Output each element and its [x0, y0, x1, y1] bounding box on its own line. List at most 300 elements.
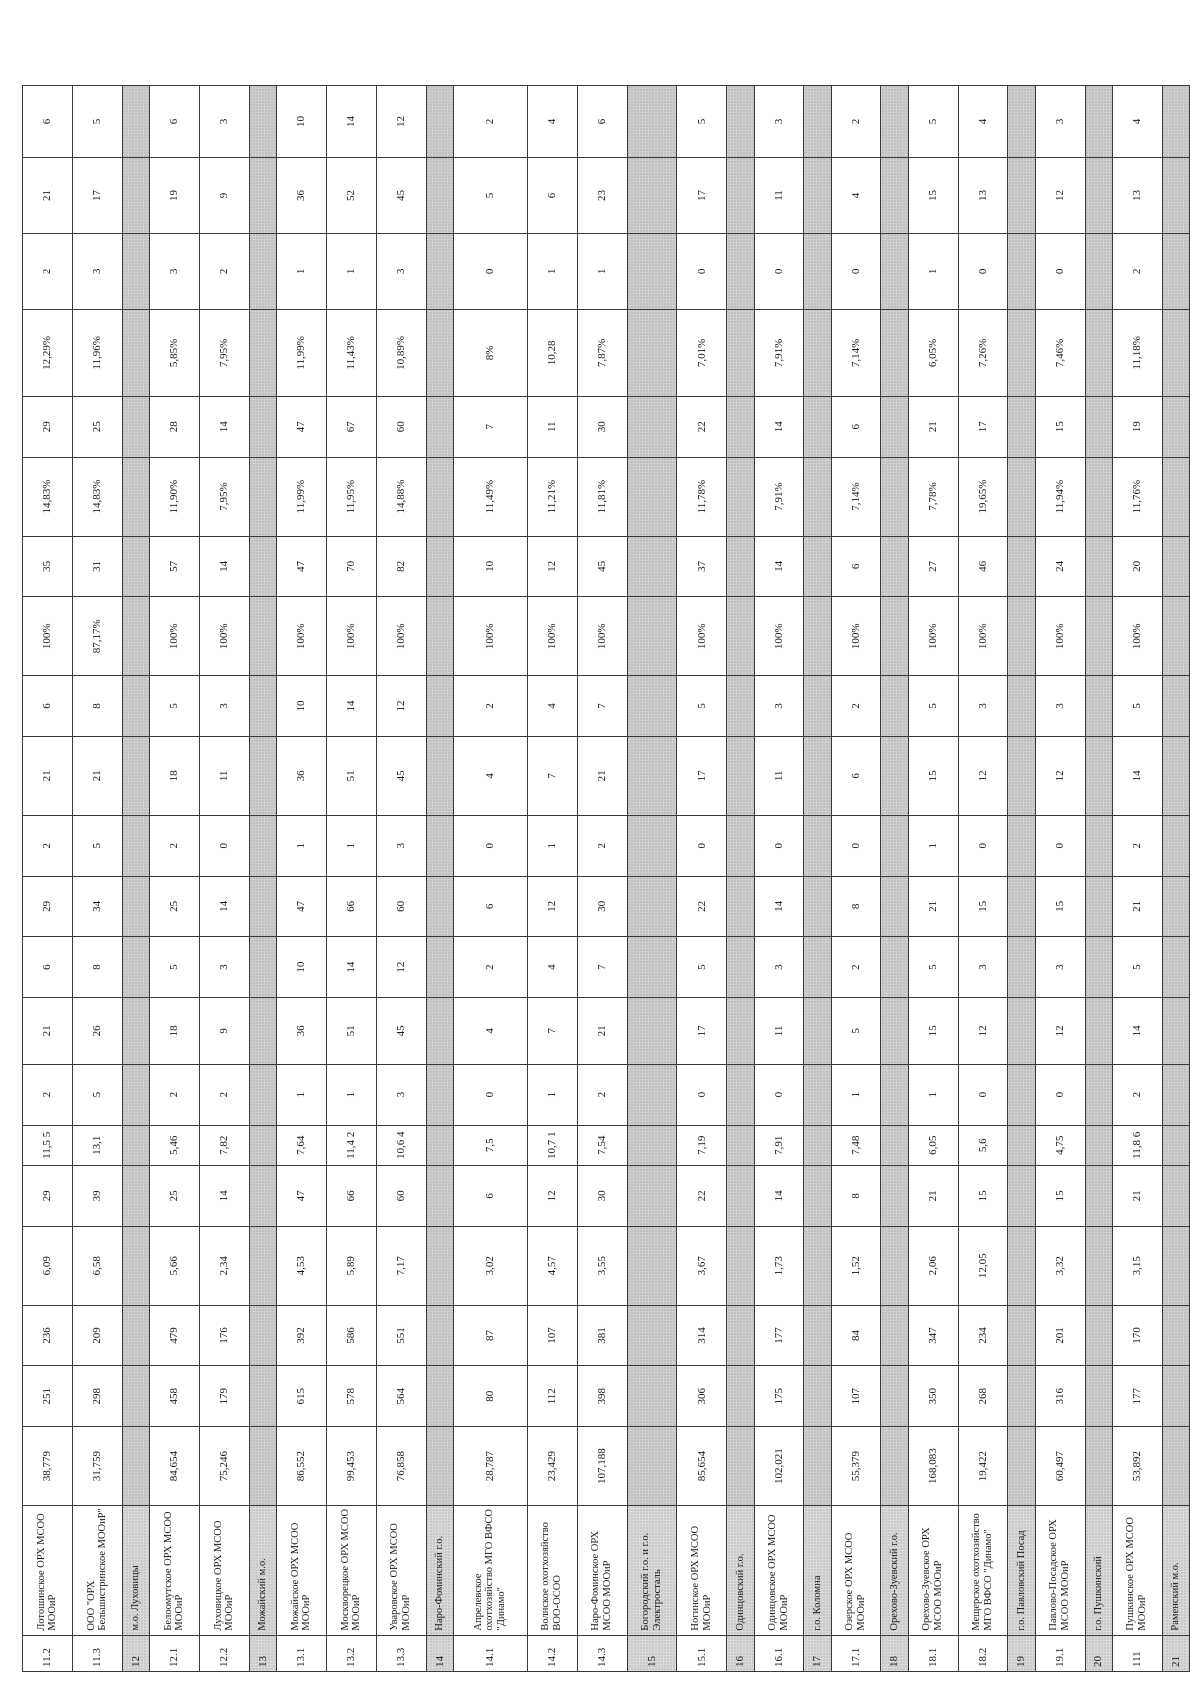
row-number-cell: 12.2 — [199, 1635, 249, 1671]
value-cell: 34 — [72, 876, 122, 937]
value-cell: 564 — [376, 1366, 426, 1427]
value-cell: 201 — [1035, 1305, 1085, 1366]
value-cell — [1008, 937, 1035, 998]
value-cell — [804, 1226, 831, 1305]
value-cell: 22 — [677, 396, 727, 457]
value-cell: 87 — [453, 1305, 527, 1366]
value-cell — [881, 1064, 908, 1125]
value-cell — [249, 876, 276, 937]
value-cell: 2 — [453, 676, 527, 737]
value-cell: 100% — [577, 597, 627, 676]
value-cell: 5 — [677, 676, 727, 737]
value-cell: 2 — [453, 937, 527, 998]
value-cell: 298 — [72, 1366, 122, 1427]
value-cell — [1085, 1366, 1112, 1427]
value-cell — [727, 937, 754, 998]
value-cell — [727, 1125, 754, 1165]
value-cell — [881, 457, 908, 536]
value-cell: 60 — [376, 1166, 426, 1227]
value-cell — [1162, 1166, 1189, 1227]
value-cell — [1008, 309, 1035, 396]
value-cell: 29 — [23, 396, 73, 457]
value-cell: 4 — [958, 86, 1008, 158]
organization-name-cell: г.о. Пушкинский — [1085, 1506, 1112, 1636]
value-cell: 22 — [677, 876, 727, 937]
value-cell: 0 — [1035, 815, 1085, 876]
value-cell: 12 — [527, 1166, 577, 1227]
value-cell — [249, 1166, 276, 1227]
value-cell — [881, 1366, 908, 1427]
value-cell: 0 — [199, 815, 249, 876]
value-cell — [1162, 536, 1189, 597]
value-cell: 4 — [527, 937, 577, 998]
value-cell: 1 — [326, 233, 376, 309]
value-cell — [1085, 1305, 1112, 1366]
value-cell: 19,422 — [958, 1427, 1008, 1506]
value-cell — [1008, 815, 1035, 876]
value-cell: 316 — [1035, 1366, 1085, 1427]
value-cell: 2,34 — [199, 1226, 249, 1305]
value-cell: 8 — [72, 937, 122, 998]
value-cell: 615 — [276, 1366, 326, 1427]
value-cell — [1085, 1125, 1112, 1165]
value-cell — [122, 233, 149, 309]
table-row — [376, 86, 426, 1672]
value-cell — [1008, 233, 1035, 309]
value-cell: 7 — [527, 736, 577, 815]
value-cell: 6,09 — [23, 1226, 73, 1305]
value-cell — [881, 676, 908, 737]
value-cell — [727, 736, 754, 815]
value-cell: 5 — [453, 158, 527, 234]
value-cell: 112 — [527, 1366, 577, 1427]
value-cell — [122, 457, 149, 536]
value-cell: 7,46% — [1035, 309, 1085, 396]
row-number-cell: 13.3 — [376, 1635, 426, 1671]
value-cell: 37 — [677, 536, 727, 597]
value-cell: 347 — [908, 1305, 958, 1366]
value-cell — [804, 1125, 831, 1165]
value-cell: 1 — [276, 815, 326, 876]
table-row — [577, 86, 627, 1672]
organization-name-cell: Павлово-Посадское ОРХ МСОО МООиР — [1035, 1506, 1085, 1636]
row-number-cell: 18.2 — [958, 1635, 1008, 1671]
value-cell: 12 — [527, 536, 577, 597]
value-cell — [1162, 1226, 1189, 1305]
value-cell: 18 — [149, 736, 199, 815]
value-cell: 23,429 — [527, 1427, 577, 1506]
value-cell: 236 — [23, 1305, 73, 1366]
value-cell — [1085, 1064, 1112, 1125]
value-cell: 10 — [276, 937, 326, 998]
value-cell: 2 — [831, 937, 881, 998]
table-row — [754, 86, 804, 1672]
value-cell: 2 — [577, 1064, 627, 1125]
value-cell — [426, 1305, 453, 1366]
value-cell: 0 — [831, 815, 881, 876]
value-cell: 3,15 — [1112, 1226, 1162, 1305]
value-cell: 0 — [677, 815, 727, 876]
value-cell: 4 — [527, 86, 577, 158]
value-cell: 14,88% — [376, 457, 426, 536]
row-number-cell: 15.1 — [677, 1635, 727, 1671]
value-cell — [804, 597, 831, 676]
value-cell: 9 — [199, 158, 249, 234]
value-cell: 14 — [199, 536, 249, 597]
value-cell — [1162, 876, 1189, 937]
value-cell: 381 — [577, 1305, 627, 1366]
value-cell — [804, 233, 831, 309]
value-cell: 39 — [72, 1166, 122, 1227]
value-cell — [1162, 396, 1189, 457]
value-cell: 3 — [1035, 676, 1085, 737]
value-cell — [727, 1366, 754, 1427]
value-cell — [627, 158, 677, 234]
value-cell: 12 — [376, 937, 426, 998]
value-cell — [1162, 676, 1189, 737]
value-cell — [1162, 1427, 1189, 1506]
value-cell: 28,787 — [453, 1427, 527, 1506]
value-cell — [1085, 309, 1112, 396]
value-cell — [122, 396, 149, 457]
value-cell: 75,246 — [199, 1427, 249, 1506]
value-cell — [1008, 1226, 1035, 1305]
value-cell: 11,81% — [577, 457, 627, 536]
value-cell — [1085, 876, 1112, 937]
value-cell: 11,76% — [1112, 457, 1162, 536]
value-cell: 70 — [326, 536, 376, 597]
value-cell — [249, 1366, 276, 1427]
value-cell: 5,89 — [326, 1226, 376, 1305]
value-cell — [881, 158, 908, 234]
value-cell: 0 — [754, 233, 804, 309]
value-cell: 12 — [1035, 998, 1085, 1065]
value-cell: 551 — [376, 1305, 426, 1366]
value-cell: 1,52 — [831, 1226, 881, 1305]
value-cell: 1 — [577, 233, 627, 309]
value-cell — [727, 1166, 754, 1227]
value-cell: 15 — [908, 158, 958, 234]
group-header-row — [426, 86, 453, 1672]
value-cell: 47 — [276, 1166, 326, 1227]
value-cell: 6 — [831, 396, 881, 457]
row-number-cell: 15 — [627, 1635, 677, 1671]
value-cell — [881, 86, 908, 158]
value-cell: 10 — [453, 536, 527, 597]
row-number-cell: 14.1 — [453, 1635, 527, 1671]
value-cell: 5 — [677, 937, 727, 998]
row-number-cell: 13.2 — [326, 1635, 376, 1671]
value-cell: 251 — [23, 1366, 73, 1427]
value-cell — [426, 1427, 453, 1506]
value-cell — [1085, 1166, 1112, 1227]
value-cell: 11,94% — [1035, 457, 1085, 536]
value-cell: 38,779 — [23, 1427, 73, 1506]
row-number-cell: 19.1 — [1035, 1635, 1085, 1671]
value-cell — [1085, 937, 1112, 998]
value-cell — [627, 597, 677, 676]
value-cell — [727, 536, 754, 597]
value-cell — [727, 815, 754, 876]
value-cell — [426, 998, 453, 1065]
value-cell — [122, 1166, 149, 1227]
value-cell — [881, 1226, 908, 1305]
value-cell: 11 — [754, 998, 804, 1065]
value-cell: 234 — [958, 1305, 1008, 1366]
value-cell: 7,14% — [831, 457, 881, 536]
value-cell — [727, 1226, 754, 1305]
value-cell — [122, 998, 149, 1065]
value-cell — [1085, 158, 1112, 234]
value-cell — [1085, 1427, 1112, 1506]
value-cell: 21 — [23, 736, 73, 815]
row-number-cell: 16.1 — [754, 1635, 804, 1671]
value-cell: 170 — [1112, 1305, 1162, 1366]
value-cell: 5 — [908, 676, 958, 737]
value-cell: 6 — [453, 1166, 527, 1227]
value-cell: 0 — [831, 233, 881, 309]
value-cell: 14 — [199, 396, 249, 457]
value-cell: 7,5 — [453, 1125, 527, 1165]
value-cell — [881, 1305, 908, 1366]
value-cell: 12 — [376, 676, 426, 737]
value-cell: 21 — [908, 1166, 958, 1227]
value-cell: 100% — [754, 597, 804, 676]
value-cell: 47 — [276, 536, 326, 597]
value-cell — [1162, 86, 1189, 158]
value-cell: 11,8 6 — [1112, 1125, 1162, 1165]
value-cell — [804, 815, 831, 876]
value-cell: 1 — [527, 233, 577, 309]
value-cell: 168,083 — [908, 1427, 958, 1506]
value-cell: 11,99% — [276, 309, 326, 396]
table-row — [72, 86, 122, 1672]
value-cell — [1008, 876, 1035, 937]
value-cell: 11,21% — [527, 457, 577, 536]
value-cell — [1085, 597, 1112, 676]
value-cell — [249, 86, 276, 158]
value-cell: 21 — [908, 876, 958, 937]
value-cell: 60,497 — [1035, 1427, 1085, 1506]
value-cell — [627, 536, 677, 597]
value-cell — [1008, 1125, 1035, 1165]
value-cell: 7,48 — [831, 1125, 881, 1165]
value-cell: 19,65% — [958, 457, 1008, 536]
value-cell — [881, 309, 908, 396]
value-cell — [122, 676, 149, 737]
value-cell: 2 — [199, 233, 249, 309]
value-cell: 14 — [326, 86, 376, 158]
value-cell: 3,67 — [677, 1226, 727, 1305]
row-number-cell: 18 — [881, 1635, 908, 1671]
value-cell — [426, 233, 453, 309]
value-cell — [627, 1166, 677, 1227]
value-cell — [426, 1064, 453, 1125]
value-cell: 11 — [754, 736, 804, 815]
value-cell: 47 — [276, 396, 326, 457]
row-number-cell: 111 — [1112, 1635, 1162, 1671]
value-cell: 3 — [199, 937, 249, 998]
value-cell: 0 — [677, 1064, 727, 1125]
value-cell: 31,759 — [72, 1427, 122, 1506]
value-cell: 7,78% — [908, 457, 958, 536]
value-cell — [727, 597, 754, 676]
value-cell: 2 — [23, 233, 73, 309]
value-cell — [627, 1366, 677, 1427]
value-cell: 12 — [527, 876, 577, 937]
value-cell — [627, 1305, 677, 1366]
value-cell: 6 — [831, 536, 881, 597]
value-cell: 0 — [1035, 233, 1085, 309]
value-cell: 10,89% — [376, 309, 426, 396]
value-cell: 23 — [577, 158, 627, 234]
table-row — [1035, 86, 1085, 1672]
value-cell: 0 — [1035, 1064, 1085, 1125]
value-cell: 9 — [199, 998, 249, 1065]
value-cell — [804, 457, 831, 536]
value-cell — [249, 233, 276, 309]
value-cell: 14 — [1112, 736, 1162, 815]
group-header-row — [727, 86, 754, 1672]
value-cell — [727, 876, 754, 937]
value-cell: 15 — [908, 736, 958, 815]
value-cell: 53,892 — [1112, 1427, 1162, 1506]
value-cell — [881, 736, 908, 815]
value-cell: 4 — [831, 158, 881, 234]
value-cell: 1 — [326, 815, 376, 876]
value-cell: 0 — [453, 233, 527, 309]
value-cell — [1162, 233, 1189, 309]
value-cell — [1162, 937, 1189, 998]
value-cell: 13,1 — [72, 1125, 122, 1165]
value-cell — [426, 396, 453, 457]
value-cell — [1162, 1125, 1189, 1165]
value-cell — [426, 1366, 453, 1427]
value-cell: 24 — [1035, 536, 1085, 597]
value-cell: 107,188 — [577, 1427, 627, 1506]
value-cell: 8 — [831, 876, 881, 937]
value-cell — [1085, 86, 1112, 158]
value-cell — [1162, 309, 1189, 396]
value-cell — [1162, 1305, 1189, 1366]
value-cell: 3 — [376, 815, 426, 876]
hunting-farms-table — [22, 85, 1190, 1672]
value-cell: 0 — [677, 233, 727, 309]
value-cell — [1162, 736, 1189, 815]
organization-name-cell: Можайский м.о. — [249, 1506, 276, 1636]
value-cell — [727, 1064, 754, 1125]
value-cell — [627, 86, 677, 158]
value-cell — [804, 937, 831, 998]
group-header-row — [881, 86, 908, 1672]
value-cell: 100% — [276, 597, 326, 676]
value-cell — [627, 676, 677, 737]
value-cell: 1 — [276, 1064, 326, 1125]
table-row — [453, 86, 527, 1672]
value-cell: 12 — [1035, 158, 1085, 234]
value-cell: 7 — [453, 396, 527, 457]
value-cell — [727, 457, 754, 536]
value-cell — [1085, 676, 1112, 737]
value-cell: 100% — [677, 597, 727, 676]
value-cell: 3 — [754, 86, 804, 158]
value-cell — [727, 158, 754, 234]
value-cell — [881, 1427, 908, 1506]
value-cell: 100% — [199, 597, 249, 676]
row-number-cell: 17.1 — [831, 1635, 881, 1671]
value-cell: 82 — [376, 536, 426, 597]
value-cell: 3 — [958, 937, 1008, 998]
row-number-cell: 12 — [122, 1635, 149, 1671]
value-cell — [1008, 158, 1035, 234]
value-cell: 55,379 — [831, 1427, 881, 1506]
group-header-row — [1162, 86, 1189, 1672]
value-cell: 36 — [276, 736, 326, 815]
organization-name-cell: Богородский г.о. и г.о. Электросталь — [627, 1506, 677, 1636]
value-cell — [249, 457, 276, 536]
value-cell: 2 — [1112, 815, 1162, 876]
value-cell: 11,5 5 — [23, 1125, 73, 1165]
value-cell: 19 — [149, 158, 199, 234]
value-cell: 84,654 — [149, 1427, 199, 1506]
value-cell — [1008, 1366, 1035, 1427]
value-cell: 100% — [1112, 597, 1162, 676]
value-cell: 177 — [1112, 1366, 1162, 1427]
value-cell: 2 — [23, 1064, 73, 1125]
value-cell — [627, 736, 677, 815]
value-cell: 11,4 2 — [326, 1125, 376, 1165]
value-cell: 66 — [326, 876, 376, 937]
value-cell — [727, 233, 754, 309]
value-cell: 31 — [72, 536, 122, 597]
value-cell: 7,19 — [677, 1125, 727, 1165]
value-cell — [881, 815, 908, 876]
value-cell: 86,552 — [276, 1427, 326, 1506]
value-cell: 13 — [1112, 158, 1162, 234]
value-cell — [804, 396, 831, 457]
value-cell: 21 — [577, 998, 627, 1065]
value-cell: 10 — [276, 676, 326, 737]
value-cell: 17 — [72, 158, 122, 234]
value-cell — [249, 736, 276, 815]
value-cell: 5,66 — [149, 1226, 199, 1305]
value-cell: 15 — [908, 998, 958, 1065]
value-cell: 268 — [958, 1366, 1008, 1427]
value-cell: 7,91 — [754, 1125, 804, 1165]
group-header-row — [1008, 86, 1035, 1672]
value-cell — [249, 158, 276, 234]
value-cell: 11,96% — [72, 309, 122, 396]
value-cell: 3,32 — [1035, 1226, 1085, 1305]
row-number-cell: 18.1 — [908, 1635, 958, 1671]
table-row — [677, 86, 727, 1672]
value-cell: 5,6 — [958, 1125, 1008, 1165]
value-cell: 6,58 — [72, 1226, 122, 1305]
value-cell: 5 — [72, 1064, 122, 1125]
value-cell: 60 — [376, 396, 426, 457]
value-cell — [249, 1427, 276, 1506]
value-cell: 100% — [527, 597, 577, 676]
value-cell — [804, 998, 831, 1065]
value-cell — [1008, 536, 1035, 597]
value-cell: 29 — [23, 1166, 73, 1227]
value-cell: 45 — [376, 158, 426, 234]
value-cell: 12,05 — [958, 1226, 1008, 1305]
value-cell — [1085, 815, 1112, 876]
value-cell — [881, 937, 908, 998]
value-cell — [426, 815, 453, 876]
value-cell — [426, 876, 453, 937]
